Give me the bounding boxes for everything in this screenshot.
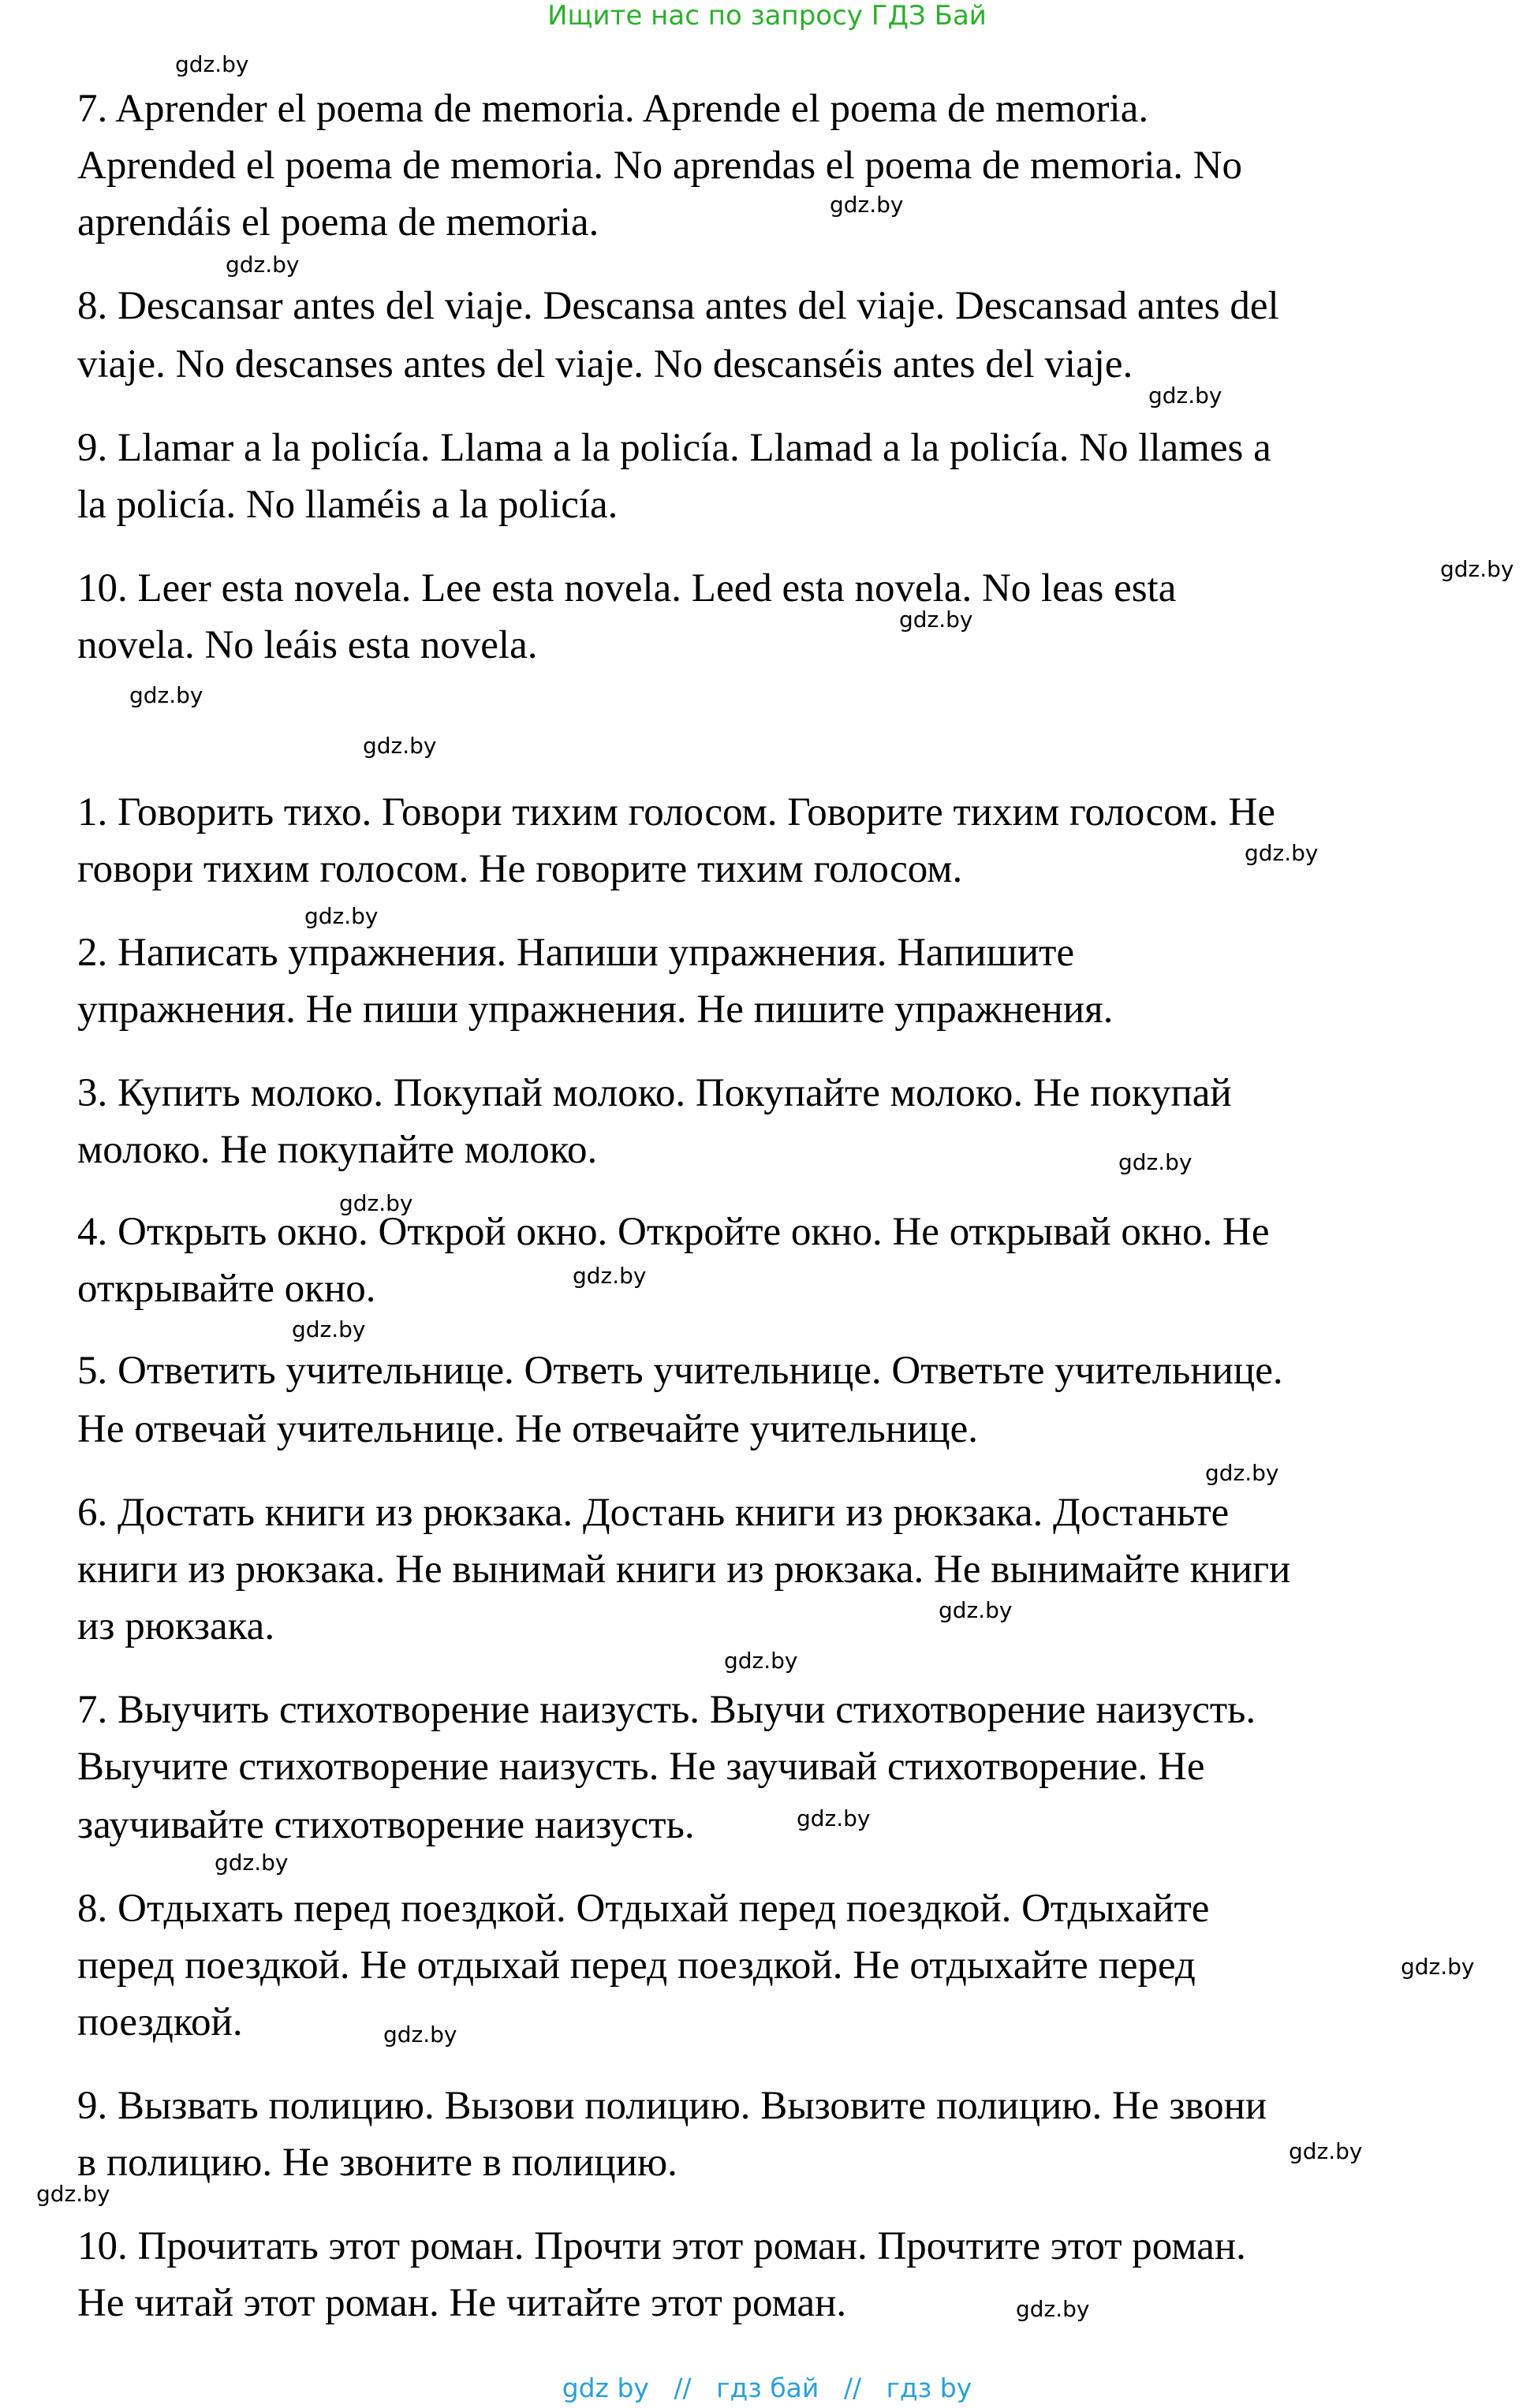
watermark: gdz.by	[1118, 1149, 1192, 1175]
watermark: gdz.by	[292, 1316, 366, 1342]
answer-line: Не отвечай учительнице. Не отвечайте учительнице.	[77, 1407, 978, 1451]
footer-links	[0, 2373, 1534, 2404]
answer-line: 10. Leer esta novela. Lee esta novela. Leed esta novela. No leas esta	[77, 566, 1177, 610]
watermark: gdz.by	[1148, 383, 1222, 409]
answer-line: 8. Descansar antes del viaje. Descansa antes del viaje. Descansad antes del	[77, 284, 1279, 328]
watermark: gdz.by	[175, 51, 249, 77]
answer-line: Выучите стихотворение наизусть. Не заучивай стихотворение. Не	[77, 1745, 1205, 1789]
watermark: gdz.by	[1016, 2296, 1090, 2322]
footer-link-gdz-by[interactable]: gdz by	[562, 2373, 649, 2403]
footer-separator: //	[843, 2373, 862, 2403]
answer-line: 3. Купить молоко. Покупай молоко. Покупайте молоко. Не покупай	[77, 1071, 1232, 1115]
footer-separator: //	[674, 2373, 692, 2403]
answer-line: 7. Выучить стихотворение наизусть. Выучи стихотворение наизусть.	[77, 1688, 1256, 1732]
footer-link-gdz-by-ru[interactable]: гдз by	[886, 2373, 972, 2403]
answer-line: в полицию. Не звоните в полицию.	[77, 2141, 677, 2185]
watermark: gdz.by	[363, 733, 437, 759]
answer-line: 7. Aprender el poema de memoria. Aprende el poema de memoria.	[77, 87, 1149, 131]
answer-line: перед поездкой. Не отдыхай перед поездкой. Не отдыхайте перед	[77, 1943, 1196, 1988]
answer-line: 2. Написать упражнения. Напиши упражнения. Напишите	[77, 931, 1075, 975]
answer-line: из рюкзака.	[77, 1604, 275, 1648]
answer-line: 5. Ответить учительнице. Ответь учительнице. Ответьте учительнице.	[77, 1349, 1283, 1393]
header-search-link[interactable]: Ищите нас по запросу ГДЗ Бай	[547, 0, 987, 32]
answer-line: поездкой.	[77, 2000, 243, 2044]
watermark: gdz.by	[797, 1805, 871, 1831]
answer-line: 4. Открыть окно. Открой окно. Откройте окно. Не открывай окно. Не	[77, 1210, 1270, 1254]
answer-line: 9. Вызвать полицию. Вызови полицию. Вызовите полицию. Не звони	[77, 2084, 1267, 2128]
watermark: gdz.by	[129, 682, 203, 708]
answer-line: открывайте окно.	[77, 1267, 376, 1311]
watermark: gdz.by	[939, 1597, 1013, 1623]
answer-line: aprendáis el poema de memoria.	[77, 200, 599, 245]
footer-link-gdz-bai[interactable]: гдз бай	[716, 2373, 819, 2403]
watermark: gdz.by	[899, 607, 973, 633]
watermark: gdz.by	[1440, 556, 1514, 582]
answer-line: 6. Достать книги из рюкзака. Достань книги из рюкзака. Достаньте	[77, 1491, 1230, 1535]
answer-line: la policía. No llaméis a la policía.	[77, 483, 618, 527]
watermark: gdz.by	[1401, 1954, 1475, 1980]
watermark: gdz.by	[1205, 1460, 1279, 1486]
watermark: gdz.by	[724, 1648, 798, 1674]
answer-line: говори тихим голосом. Не говорите тихим голосом.	[77, 847, 963, 891]
answer-line: novela. No leáis esta novela.	[77, 623, 538, 667]
answer-line: 8. Отдыхать перед поездкой. Отдыхай перед поездкой. Отдыхайте	[77, 1887, 1210, 1931]
answer-line: viaje. No descanses antes del viaje. No descanséis antes del viaje.	[77, 342, 1133, 386]
answer-line: 10. Прочитать этот роман. Прочти этот роман. Прочтите этот роман.	[77, 2224, 1246, 2268]
watermark: gdz.by	[226, 252, 300, 278]
answer-line: 1. Говорить тихо. Говори тихим голосом. Говорите тихим голосом. Не	[77, 790, 1275, 834]
watermark: gdz.by	[383, 2022, 457, 2048]
watermark: gdz.by	[830, 192, 904, 218]
answer-line: заучивайте стихотворение наизусть.	[77, 1803, 695, 1847]
answer-line: Не читай этот роман. Не читайте этот роман.	[77, 2281, 847, 2325]
answer-line: Aprended el poema de memoria. No aprendas el poema de memoria. No	[77, 144, 1243, 188]
watermark: gdz.by	[339, 1190, 413, 1216]
answer-line: молоко. Не покупайте молоко.	[77, 1128, 598, 1172]
answer-line: 9. Llamar a la policía. Llama a la policía. Llamad a la policía. No llames a	[77, 426, 1271, 470]
answer-line: упражнения. Не пиши упражнения. Не пишите упражнения.	[77, 987, 1114, 1032]
watermark: gdz.by	[573, 1263, 647, 1289]
watermark: gdz.by	[1245, 840, 1319, 866]
watermark: gdz.by	[1289, 2138, 1363, 2164]
answer-line: книги из рюкзака. Не вынимай книги из рюкзака. Не вынимайте книги	[77, 1547, 1291, 1592]
watermark: gdz.by	[215, 1850, 289, 1876]
watermark: gdz.by	[304, 903, 379, 929]
watermark: gdz.by	[36, 2181, 110, 2207]
